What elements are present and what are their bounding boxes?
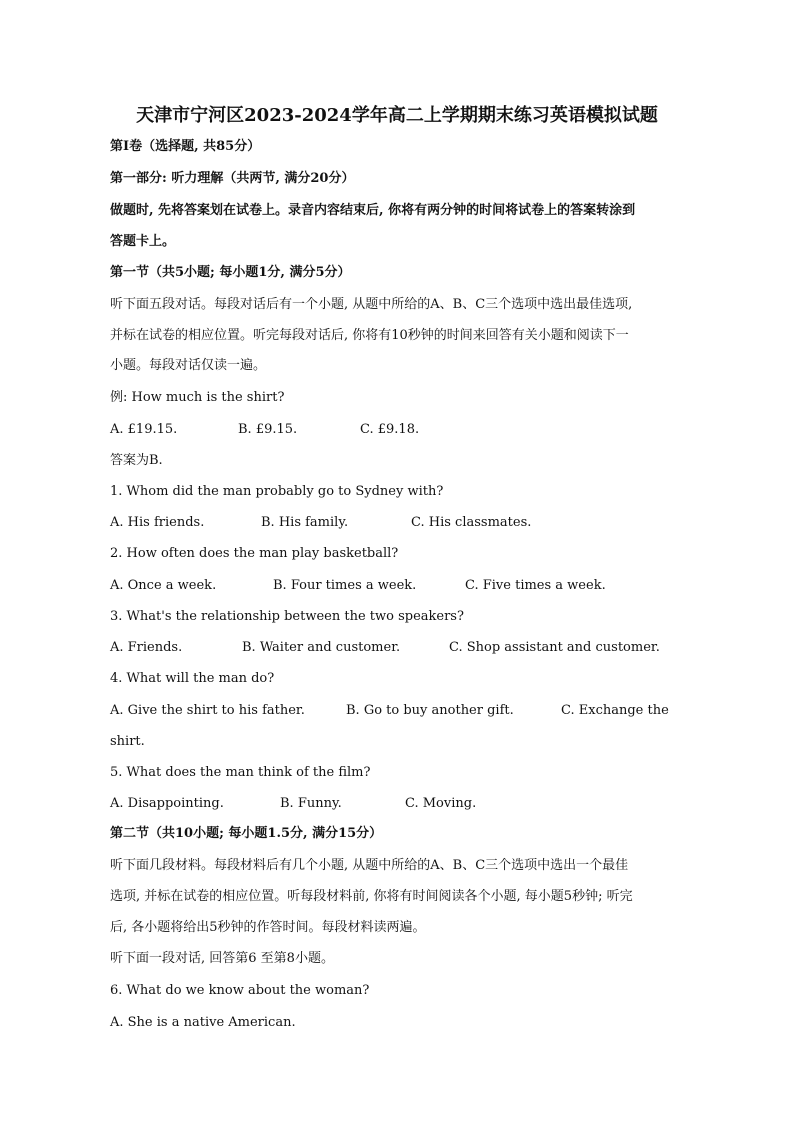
q1-option-b: B. His family.: [261, 515, 349, 530]
question-5: 5. What does the man think of the film?: [110, 765, 371, 780]
section2-desc-line-3: 后, 各小题将给出5秒钟的作答时间。每段材料读两遍。: [110, 920, 426, 935]
example-option-b: B. £9.15.: [238, 422, 298, 437]
q5-option-c: C. Moving.: [405, 796, 477, 811]
question-6: 6. What do we know about the woman?: [110, 983, 370, 998]
q2-option-b: B. Four times a week.: [273, 578, 417, 593]
q2-option-a: A. Once a week.: [110, 578, 217, 593]
exam-title: 天津市宁河区2023-2024学年高二上学期期末练习英语模拟试题: [136, 105, 658, 126]
q4-option-c-continued: shirt.: [110, 734, 145, 749]
section1-header: 第一节（共5小题; 每小题1分, 满分5分）: [110, 265, 351, 280]
section1-desc-line-2: 并标在试卷的相应位置。听完每段对话后, 你将有10秒钟的时间来回答有关小题和阅读下一: [110, 328, 629, 343]
q4-option-c: C. Exchange the: [561, 703, 669, 718]
passage-intro: 听下面一段对话, 回答第6 至第8小题。: [110, 951, 334, 966]
question-1: 1. Whom did the man probably go to Sydney with?: [110, 484, 444, 499]
q3-option-a: A. Friends.: [110, 640, 183, 655]
q4-option-a: A. Give the shirt to his father.: [110, 703, 305, 718]
section1-desc-line-1: 听下面五段对话。每段对话后有一个小题, 从题中所给的A、B、C三个选项中选出最佳选项,: [110, 297, 633, 312]
part1-header: 第一部分: 听力理解（共两节, 满分20分）: [110, 171, 355, 186]
volume-header: 第I卷（选择题, 共85分）: [110, 139, 261, 154]
section2-desc-line-2: 选项, 并标在试卷的相应位置。听每段材料前, 你将有时间阅读各个小题, 每小题5秒钟; 听完: [110, 889, 633, 904]
section2-desc-line-1: 听下面几段材料。每段材料后有几个小题, 从题中所给的A、B、C三个选项中选出一个最佳: [110, 858, 629, 873]
q3-option-b: B. Waiter and customer.: [242, 640, 401, 655]
q5-option-b: B. Funny.: [280, 796, 342, 811]
q5-option-a: A. Disappointing.: [110, 796, 224, 811]
example-option-a: A. £19.15.: [110, 422, 178, 437]
question-4: 4. What will the man do?: [110, 671, 275, 686]
instructions-line-1: 做题时, 先将答案划在试卷上。录音内容结束后, 你将有两分钟的时间将试卷上的答案转涂到: [110, 203, 636, 218]
q4-option-b: B. Go to buy another gift.: [346, 703, 514, 718]
q3-option-c: C. Shop assistant and customer.: [449, 640, 660, 655]
instructions-line-2: 答题卡上。: [110, 234, 176, 249]
example-question: 例: How much is the shirt?: [110, 390, 285, 405]
q1-option-c: C. His classmates.: [411, 515, 532, 530]
q2-option-c: C. Five times a week.: [465, 578, 606, 593]
q1-option-a: A. His friends.: [110, 515, 205, 530]
question-3: 3. What's the relationship between the two speakers?: [110, 609, 464, 624]
q6-option-a: A. She is a native American.: [110, 1015, 296, 1030]
example-option-c: C. £9.18.: [360, 422, 420, 437]
question-2: 2. How often does the man play basketball?: [110, 546, 399, 561]
section2-header: 第二节（共10小题; 每小题1.5分, 满分15分）: [110, 826, 383, 841]
section1-desc-line-3: 小题。每段对话仅读一遍。: [110, 358, 267, 373]
example-answer: 答案为B.: [110, 453, 163, 468]
